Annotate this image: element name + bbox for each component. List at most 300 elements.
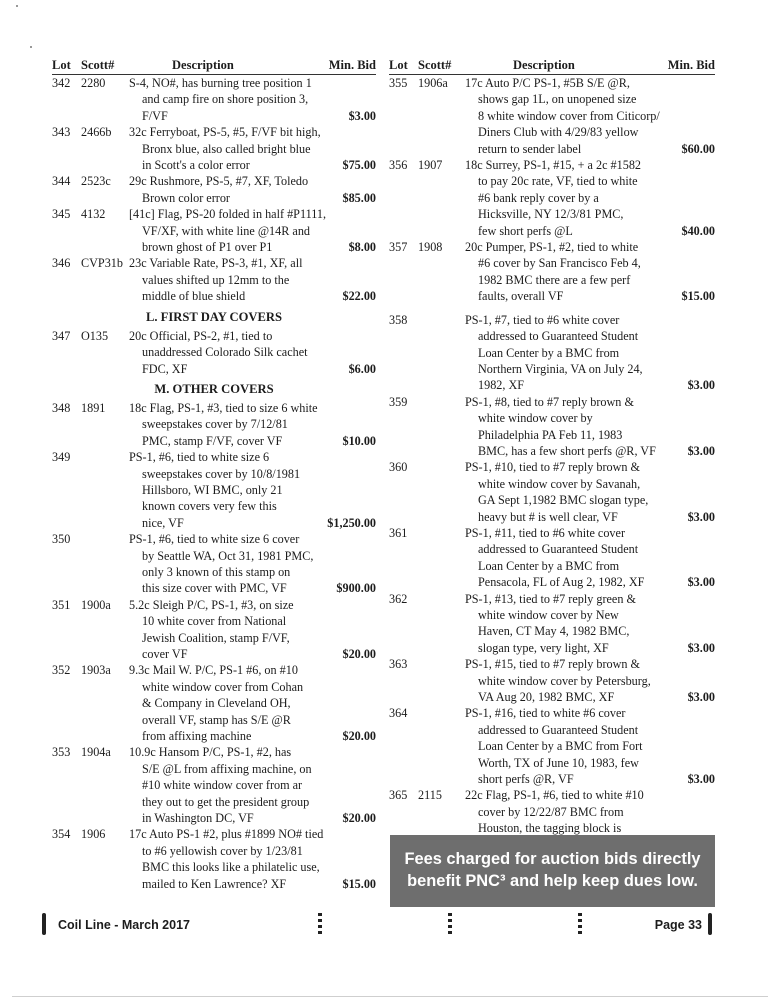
description-text: Houston, the tagging block is bbox=[478, 821, 622, 836]
description-text: white window cover by New bbox=[478, 608, 619, 622]
description-text: PS-1, #6, tied to white size 6 cover bbox=[129, 532, 300, 547]
lot-entry bbox=[52, 124, 376, 173]
fees-notice bbox=[390, 835, 715, 907]
description-line bbox=[465, 345, 715, 361]
description-text: F/VF bbox=[142, 108, 168, 123]
lot-description bbox=[129, 75, 376, 124]
min-bid-price: $20.00 bbox=[342, 647, 376, 661]
section-heading: L. FIRST DAY COVERS bbox=[145, 309, 282, 324]
min-bid-price: $3.00 bbox=[687, 575, 715, 590]
lot-description bbox=[129, 597, 376, 663]
description-line bbox=[129, 288, 376, 304]
scott-number bbox=[418, 459, 465, 525]
lot-number: 342 bbox=[52, 76, 71, 90]
spacer bbox=[389, 305, 715, 312]
description-line bbox=[465, 738, 715, 754]
description-line bbox=[465, 541, 715, 557]
min-bid-header: Min. Bid bbox=[328, 58, 376, 72]
lot-entry bbox=[52, 531, 376, 597]
description-text: white window cover by Petersburg, bbox=[478, 673, 651, 688]
min-bid-price: $15.00 bbox=[342, 876, 376, 891]
description-text: white window cover by bbox=[478, 411, 593, 426]
scott-number bbox=[418, 312, 465, 394]
lot-number: 353 bbox=[52, 745, 71, 760]
description-line bbox=[465, 525, 715, 541]
lot-entry bbox=[389, 656, 715, 705]
description-line bbox=[465, 255, 715, 271]
lot-number: 349 bbox=[52, 450, 71, 465]
description-text: only 3 known of this stamp on bbox=[142, 564, 291, 579]
description-line bbox=[465, 640, 715, 656]
scott-number bbox=[418, 525, 465, 591]
min-bid-price: $3.00 bbox=[687, 690, 715, 705]
description-text: Northern Virginia, VA on July 24, bbox=[478, 361, 643, 376]
min-bid-price: $3.00 bbox=[687, 378, 715, 393]
description-text: VF/XF, with white line @14R and bbox=[142, 223, 311, 238]
description-line bbox=[465, 459, 715, 475]
table-header bbox=[52, 58, 376, 75]
description-text: Haven, CT May 4, 1982 BMC, bbox=[478, 624, 630, 639]
description-text: 17c Auto P/C PS-1, #5B S/E @R, bbox=[465, 76, 630, 90]
lot-description bbox=[465, 705, 715, 787]
description-text: addressed to Guaranteed Student bbox=[478, 329, 639, 344]
description-text: few short perfs @L bbox=[478, 223, 573, 238]
description-header: Description bbox=[172, 58, 234, 72]
min-bid-price: $60.00 bbox=[681, 141, 715, 156]
footer-bracket-right bbox=[708, 913, 712, 935]
lot-description bbox=[129, 124, 376, 173]
description-text: BMC, has a few short perfs @R, VF bbox=[478, 443, 656, 458]
description-line bbox=[129, 223, 376, 239]
description-text: to pay 20c rate, VF, tied to white bbox=[478, 174, 638, 189]
lot-number: 350 bbox=[52, 532, 71, 547]
scott-number: 1908 bbox=[418, 240, 443, 255]
description-line bbox=[129, 712, 376, 728]
description-text: [41c] Flag, PS-20 folded in half #P1111, bbox=[129, 207, 327, 222]
description-text: brown ghost of P1 over P1 bbox=[142, 240, 273, 255]
description-text: 10.9c Hansom P/C, PS-1, #2, has bbox=[129, 745, 292, 760]
description-line bbox=[129, 662, 376, 678]
description-line bbox=[465, 288, 715, 304]
min-bid-price: $15.00 bbox=[681, 289, 715, 304]
min-bid-price: $40.00 bbox=[681, 223, 715, 238]
lot-description bbox=[465, 525, 715, 591]
description-text: in Scott's a color error bbox=[142, 158, 250, 173]
description-line bbox=[465, 124, 715, 140]
description-line bbox=[129, 859, 376, 875]
description-text: nice, VF bbox=[142, 515, 184, 530]
description-text: this size cover with PMC, VF bbox=[142, 581, 287, 596]
scott-number: CVP31b bbox=[81, 256, 123, 271]
description-line bbox=[129, 630, 376, 646]
scott-header: Scott# bbox=[418, 58, 452, 72]
scott-number: 2115 bbox=[418, 788, 442, 803]
scan-speck bbox=[16, 5, 18, 7]
lot-number: 358 bbox=[389, 312, 408, 327]
scott-header: Scott# bbox=[81, 58, 115, 72]
lot-number: 361 bbox=[389, 525, 408, 540]
lot-header: Lot bbox=[52, 58, 71, 72]
description-text: slogan type, very light, XF bbox=[478, 640, 609, 655]
lot-entry bbox=[389, 75, 715, 157]
description-line bbox=[465, 427, 715, 443]
description-line bbox=[465, 312, 715, 328]
description-line bbox=[129, 531, 376, 547]
description-line bbox=[129, 190, 376, 206]
description-line bbox=[129, 728, 376, 744]
min-bid-price: $10.00 bbox=[342, 433, 376, 448]
description-line bbox=[129, 449, 376, 465]
scott-number bbox=[418, 656, 465, 705]
lot-description bbox=[129, 206, 376, 255]
description-text: addressed to Guaranteed Student bbox=[478, 542, 639, 557]
description-line bbox=[129, 613, 376, 629]
description-text: Bronx blue, also called bright blue bbox=[142, 141, 311, 156]
description-line bbox=[465, 787, 715, 803]
description-line bbox=[465, 771, 715, 787]
description-line bbox=[465, 328, 715, 344]
description-line bbox=[465, 239, 715, 255]
min-bid-price: $3.00 bbox=[348, 108, 376, 123]
lot-entry bbox=[52, 449, 376, 531]
min-bid-price: $3.00 bbox=[687, 509, 715, 524]
lot-number: 344 bbox=[52, 174, 71, 189]
description-text: FDC, XF bbox=[142, 361, 188, 376]
description-text: PS-1, #7, tied to #6 white cover bbox=[465, 312, 620, 327]
description-text: white window cover from Cohan bbox=[142, 679, 304, 694]
description-header: Description bbox=[513, 58, 575, 72]
scott-number: 2523c bbox=[81, 174, 111, 189]
description-line bbox=[129, 810, 376, 826]
description-line bbox=[129, 272, 376, 288]
lot-description bbox=[129, 826, 376, 892]
left-column bbox=[52, 58, 376, 892]
description-text: BMC this looks like a philatelic use, bbox=[142, 860, 320, 875]
description-text: Pensacola, FL of Aug 2, 1982, XF bbox=[478, 575, 645, 590]
description-line bbox=[129, 843, 376, 859]
description-line bbox=[129, 239, 376, 255]
description-text: VA Aug 20, 1982 BMC, XF bbox=[478, 690, 615, 705]
description-text: heavy but # is well clear, VF bbox=[478, 509, 618, 524]
scott-number: 4132 bbox=[81, 207, 106, 222]
description-text: 1982 BMC there are a few perf bbox=[478, 272, 631, 287]
lot-description bbox=[129, 449, 376, 531]
description-text: PS-1, #15, tied to #7 reply brown & bbox=[465, 657, 641, 672]
description-text: known covers very few this bbox=[142, 499, 277, 514]
description-text: 32c Ferryboat, PS-5, #5, F/VF bit high, bbox=[129, 125, 321, 140]
description-line bbox=[129, 416, 376, 432]
description-line bbox=[129, 157, 376, 173]
description-line bbox=[465, 361, 715, 377]
description-line bbox=[465, 558, 715, 574]
scott-number: 1907 bbox=[418, 158, 443, 173]
description-text: values shifted up 12mm to the bbox=[142, 272, 290, 287]
description-text: cover by 12/22/87 BMC from bbox=[478, 804, 624, 819]
description-line bbox=[465, 689, 715, 705]
lot-description bbox=[129, 173, 376, 206]
description-line bbox=[465, 705, 715, 721]
footer-dots bbox=[578, 913, 582, 935]
description-line bbox=[465, 476, 715, 492]
description-line bbox=[465, 623, 715, 639]
fees-notice-line: Fees charged for auction bids directly bbox=[404, 850, 701, 868]
table-header bbox=[389, 58, 715, 75]
lot-number: 362 bbox=[389, 591, 408, 606]
description-line bbox=[465, 804, 715, 820]
description-text: faults, overall VF bbox=[478, 289, 564, 304]
description-text: 10 white cover from National bbox=[142, 614, 287, 629]
scott-number bbox=[81, 449, 129, 531]
lot-entry bbox=[389, 525, 715, 591]
description-text: 18c Flag, PS-1, #3, tied to size 6 white bbox=[129, 400, 318, 415]
description-line bbox=[129, 75, 376, 91]
description-line bbox=[465, 173, 715, 189]
lot-list bbox=[389, 75, 715, 853]
lot-number: 357 bbox=[389, 240, 408, 255]
description-text: sweepstakes cover by 10/8/1981 bbox=[142, 466, 301, 481]
page-footer bbox=[40, 912, 720, 937]
lot-entry bbox=[52, 744, 376, 826]
lot-entry bbox=[52, 173, 376, 206]
description-line bbox=[129, 777, 376, 793]
description-line bbox=[129, 466, 376, 482]
description-text: 9.3c Mail W. P/C, PS-1 #6, on #10 bbox=[129, 663, 298, 678]
description-text: in Washington DC, VF bbox=[142, 811, 254, 826]
description-text: Loan Center by a BMC from bbox=[478, 558, 620, 573]
min-bid-price: $20.00 bbox=[342, 811, 376, 826]
min-bid-price: $85.00 bbox=[342, 190, 376, 205]
description-line bbox=[465, 492, 715, 508]
description-line bbox=[465, 75, 715, 91]
min-bid-price: $1,250.00 bbox=[327, 515, 376, 530]
description-text: PMC, stamp F/VF, cover VF bbox=[142, 433, 283, 448]
description-line bbox=[129, 515, 376, 531]
description-line bbox=[465, 673, 715, 689]
min-bid-price: $75.00 bbox=[342, 158, 376, 173]
min-bid-price: $3.00 bbox=[687, 443, 715, 458]
description-text: Philadelphia PA Feb 11, 1983 bbox=[478, 427, 623, 442]
description-text: shows gap 1L, on unopened size bbox=[478, 92, 637, 107]
description-text: 20c Pumper, PS-1, #2, tied to white bbox=[465, 240, 639, 255]
description-text: middle of blue shield bbox=[142, 289, 246, 304]
description-text: 29c Rushmore, PS-5, #7, XF, Toledo bbox=[129, 174, 309, 189]
lot-entry bbox=[52, 826, 376, 892]
scott-number: 2280 bbox=[81, 76, 106, 90]
description-text: Diners Club with 4/29/83 yellow bbox=[478, 125, 639, 140]
right-column bbox=[389, 58, 715, 853]
description-line bbox=[465, 574, 715, 590]
lot-entry bbox=[389, 394, 715, 460]
description-text: Brown color error bbox=[142, 190, 230, 205]
description-text: & Company in Cleveland OH, bbox=[142, 696, 291, 711]
description-line bbox=[129, 482, 376, 498]
scan-edge-line bbox=[12, 996, 768, 997]
lot-number: 346 bbox=[52, 256, 71, 271]
description-line bbox=[129, 498, 376, 514]
lot-number: 354 bbox=[52, 827, 71, 842]
lot-number: 352 bbox=[52, 663, 71, 678]
min-bid-price: $20.00 bbox=[342, 729, 376, 744]
description-line bbox=[465, 190, 715, 206]
description-line bbox=[465, 656, 715, 672]
description-line bbox=[465, 108, 715, 124]
lot-description bbox=[465, 312, 715, 394]
description-line bbox=[129, 794, 376, 810]
description-text: Hillsboro, WI BMC, only 21 bbox=[142, 482, 283, 497]
description-text: 22c Flag, PS-1, #6, tied to white #10 bbox=[465, 788, 644, 803]
scott-number bbox=[418, 591, 465, 657]
scott-number: O135 bbox=[81, 328, 109, 343]
description-text: sweepstakes cover by 7/12/81 bbox=[142, 417, 288, 432]
lot-number: 348 bbox=[52, 400, 71, 415]
lot-entry bbox=[52, 75, 376, 124]
description-text: unaddressed Colorado Silk cachet bbox=[142, 345, 308, 360]
min-bid-price: $6.00 bbox=[348, 361, 376, 376]
description-text: PS-1, #13, tied to #7 reply green & bbox=[465, 591, 636, 606]
description-line bbox=[465, 443, 715, 459]
lot-description bbox=[129, 400, 376, 449]
lot-description bbox=[465, 157, 715, 239]
lot-description bbox=[465, 591, 715, 657]
min-bid-price: $3.00 bbox=[687, 640, 715, 655]
scott-number: 1904a bbox=[81, 745, 111, 760]
description-text: PS-1, #16, tied to white #6 cover bbox=[465, 706, 626, 721]
lot-number: 345 bbox=[52, 207, 71, 222]
scott-number bbox=[418, 394, 465, 460]
description-line bbox=[129, 141, 376, 157]
description-line bbox=[129, 679, 376, 695]
description-text: mailed to Ken Lawrence? XF bbox=[142, 876, 287, 891]
description-line bbox=[465, 607, 715, 623]
footer-dots bbox=[448, 913, 452, 935]
lot-description bbox=[129, 328, 376, 377]
description-text: GA Sept 1,1982 BMC slogan type, bbox=[478, 493, 649, 508]
description-line bbox=[129, 761, 376, 777]
description-line bbox=[465, 394, 715, 410]
scott-number: 2466b bbox=[81, 125, 112, 140]
description-text: PS-1, #8, tied to #7 reply brown & bbox=[465, 394, 634, 409]
min-bid-price: $900.00 bbox=[336, 581, 376, 596]
description-text: from affixing machine bbox=[142, 729, 252, 744]
description-line bbox=[465, 206, 715, 222]
lot-entry bbox=[389, 705, 715, 787]
description-text: PS-1, #10, tied to #7 reply brown & bbox=[465, 460, 641, 475]
lot-number: 356 bbox=[389, 158, 408, 173]
lot-number: 359 bbox=[389, 394, 408, 409]
description-line bbox=[129, 433, 376, 449]
scan-speck bbox=[30, 46, 32, 48]
description-text: #6 bank reply cover by a bbox=[478, 190, 599, 205]
description-text: Hicksville, NY 12/3/81 PMC, bbox=[478, 207, 624, 222]
description-line bbox=[465, 722, 715, 738]
description-text: 18c Surrey, PS-1, #15, + a 2c #1582 bbox=[465, 158, 642, 173]
section-heading: M. OTHER COVERS bbox=[154, 381, 274, 396]
description-text: #10 white window cover from ar bbox=[142, 778, 303, 793]
description-line bbox=[465, 591, 715, 607]
description-line bbox=[465, 509, 715, 525]
description-line bbox=[129, 826, 376, 842]
description-text: Loan Center by a BMC from Fort bbox=[478, 739, 643, 754]
lot-description bbox=[129, 255, 376, 304]
scott-number: 1891 bbox=[81, 400, 106, 415]
lot-number: 355 bbox=[389, 76, 408, 90]
description-text: by Seattle WA, Oct 31, 1981 PMC, bbox=[142, 548, 314, 563]
page-number: Page 33 bbox=[654, 918, 702, 932]
scott-number bbox=[418, 705, 465, 787]
description-line bbox=[129, 173, 376, 189]
description-line bbox=[129, 744, 376, 760]
footer-dots bbox=[318, 913, 322, 935]
lot-entry bbox=[52, 662, 376, 744]
min-bid-header: Min. Bid bbox=[667, 58, 715, 72]
description-text: 20c Official, PS-2, #1, tied to bbox=[129, 328, 273, 343]
lot-description bbox=[129, 531, 376, 597]
description-line bbox=[129, 255, 376, 271]
lot-number: 364 bbox=[389, 706, 408, 721]
description-line bbox=[129, 695, 376, 711]
description-line bbox=[129, 361, 376, 377]
description-text: #6 cover by San Francisco Feb 4, bbox=[478, 256, 641, 271]
lot-entry bbox=[389, 591, 715, 657]
fees-notice-line: benefit PNC³ and help keep dues low. bbox=[407, 872, 698, 890]
description-line bbox=[129, 344, 376, 360]
description-text: short perfs @R, VF bbox=[478, 772, 574, 787]
description-text: 17c Auto PS-1 #2, plus #1899 NO# tied bbox=[129, 827, 324, 842]
description-text: PS-1, #11, tied to #6 white cover bbox=[465, 525, 625, 540]
description-line bbox=[129, 597, 376, 613]
lot-header: Lot bbox=[389, 58, 408, 72]
description-text: S-4, NO#, has burning tree position 1 bbox=[129, 76, 312, 90]
lot-entry bbox=[52, 400, 376, 449]
lot-number: 347 bbox=[52, 328, 71, 343]
description-line bbox=[129, 646, 376, 662]
description-line bbox=[129, 548, 376, 564]
lot-entry bbox=[52, 597, 376, 663]
description-line bbox=[129, 580, 376, 596]
lot-list bbox=[52, 75, 376, 892]
description-line bbox=[129, 876, 376, 892]
lot-description bbox=[465, 394, 715, 460]
lot-description bbox=[465, 75, 715, 157]
min-bid-price: $8.00 bbox=[348, 240, 376, 255]
lot-entry bbox=[389, 312, 715, 394]
scott-number: 1906 bbox=[81, 827, 106, 842]
description-text: S/E @L from affixing machine, on bbox=[142, 761, 312, 776]
description-text: 1982, XF bbox=[478, 378, 525, 393]
description-line bbox=[465, 377, 715, 393]
description-line bbox=[129, 124, 376, 140]
scott-number: 1906a bbox=[418, 76, 448, 90]
lot-entry bbox=[389, 239, 715, 305]
description-line bbox=[129, 400, 376, 416]
description-text: 5.2c Sleigh P/C, PS-1, #3, on size bbox=[129, 597, 294, 612]
description-line bbox=[129, 328, 376, 344]
lot-description bbox=[129, 744, 376, 826]
lot-description bbox=[465, 656, 715, 705]
description-line bbox=[465, 141, 715, 157]
description-text: 23c Variable Rate, PS-3, #1, XF, all bbox=[129, 256, 303, 271]
publication-title: Coil Line - March 2017 bbox=[58, 918, 190, 932]
min-bid-price: $22.00 bbox=[342, 289, 376, 304]
scott-number: 1903a bbox=[81, 663, 111, 678]
description-text: cover VF bbox=[142, 647, 188, 661]
lot-number: 363 bbox=[389, 657, 408, 672]
lot-description bbox=[465, 459, 715, 525]
lot-entry bbox=[52, 255, 376, 304]
description-text: Loan Center by a BMC from bbox=[478, 345, 620, 360]
description-text: to #6 yellowish cover by 1/23/81 bbox=[142, 843, 303, 858]
description-text: PS-1, #6, tied to white size 6 bbox=[129, 450, 270, 465]
